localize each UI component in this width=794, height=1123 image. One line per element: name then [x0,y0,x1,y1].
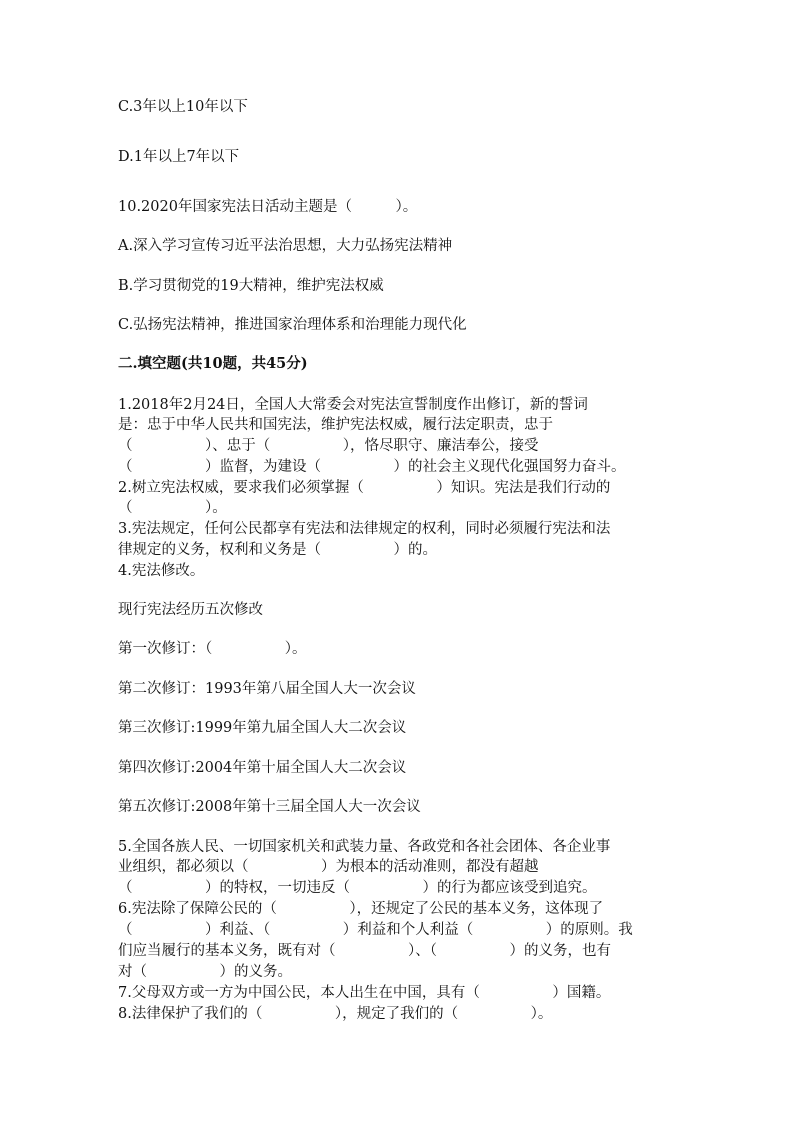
option-b-q10: B.学习贯彻党的19大精神，维护宪法权威 [118,278,384,294]
section-heading: 二.填空题(共10题，共45分) [118,355,308,372]
amendment-5: 第五次修订:2008年第十三届全国人大一次会议 [118,799,421,815]
fill-q3-line1: 3.宪法规定，任何公民都享有宪法和法律规定的权利，同时必须履行宪法和法 [118,521,611,537]
fill-q7: 7.父母双方或一方为中国公民，本人出生在中国，具有（ ）国籍。 [118,985,611,1001]
question-10: 10.2020年国家宪法日活动主题是（ ）。 [118,199,418,215]
fill-q1-line4: （ ）监督，为建设（ ）的社会主义现代化强国努力奋斗。 [118,459,626,475]
fill-q1-line3: （ ）、忠于（ ），恪尽职守、廉洁奉公，接受 [118,438,539,454]
amendment-3: 第三次修订:1999年第九届全国人大二次会议 [118,720,407,736]
fill-q3-line2: 律规定的义务，权利和义务是（ ）的。 [118,542,437,558]
fill-q5-line3: （ ）的特权，一切违反（ ）的行为都应该受到追究。 [118,880,597,896]
fill-q4: 4.宪法修改。 [118,563,205,579]
fill-q2-line2: （ ）。 [118,500,227,516]
fill-q5-line2: 业组织，都必须以（ ）为根本的活动准则，都没有超越 [118,859,539,875]
fill-q8: 8.法律保护了我们的（ ），规定了我们的（ ）。 [118,1006,553,1022]
fill-q5-line1: 5.全国各族人民、一切国家机关和武装力量、各政党和各社会团体、各企业事 [118,839,611,855]
fill-q6-line3: 们应当履行的基本义务，既有对（ ）、（ ）的义务，也有 [118,943,611,959]
option-c-q10: C.弘扬宪法精神，推进国家治理体系和治理能力现代化 [118,317,467,333]
option-a-q10: A.深入学习宣传习近平法治思想，大力弘扬宪法精神 [118,238,453,254]
fill-q6-line4: 对（ ）的义务。 [118,964,292,980]
fill-q1-line1: 1.2018年2月24日，全国人大常委会对宪法宣誓制度作出修订，新的誓词 [118,397,588,413]
option-d-q9: D.1年以上7年以下 [118,149,240,165]
amendment-1: 第一次修订：（ ）。 [118,641,307,657]
amendment-4: 第四次修订:2004年第十届全国人大二次会议 [118,760,407,776]
fill-q6-line1: 6.宪法除了保障公民的（ ），还规定了公民的基本义务，这体现了 [118,901,604,917]
fill-q2-line1: 2.树立宪法权威，要求我们必须掌握（ ）知识。宪法是我们行动的 [118,480,611,496]
fill-q1-line2: 是：忠于中华人民共和国宪法，维护宪法权威，履行法定职责，忠于 [118,417,553,433]
fill-q6-line2: （ ）利益、（ ）利益和个人利益（ ）的原则。我 [118,922,633,938]
amendment-2: 第二次修订：1993年第八届全国人大一次会议 [118,681,416,697]
option-c-q9: C.3年以上10年以下 [118,99,248,115]
amendment-intro: 现行宪法经历五次修改 [118,602,263,618]
